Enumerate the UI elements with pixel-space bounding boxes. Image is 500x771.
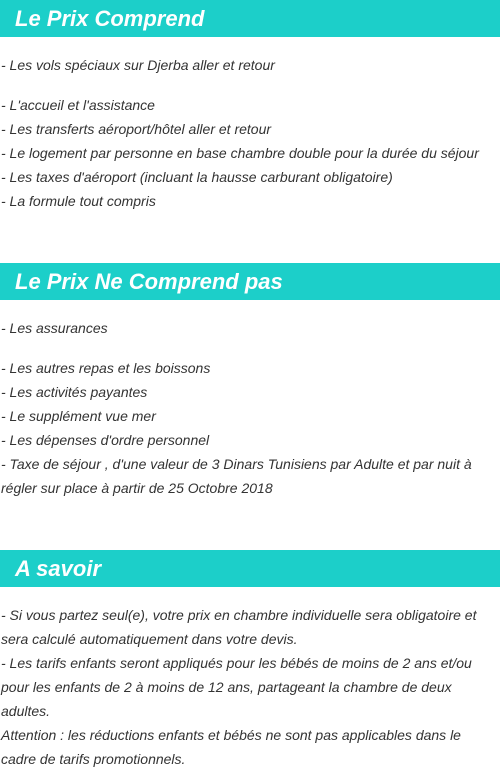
info-list: [0, 603, 500, 771]
section-prix-ne-comprend-pas: [0, 263, 500, 500]
list-item: - L'accueil et l'assistance: [1, 97, 155, 113]
section-a-savoir: [0, 550, 500, 771]
info-paragraph: - Les tarifs enfants seront appliqués pour les bébés de moins de 2 ans et/ou pour les enfants de 2 à moins de 12 ans, partageant la chambre de deux adultes.: [1, 655, 472, 719]
list-item: - Les assurances: [1, 320, 108, 336]
included-list: [0, 53, 500, 213]
list-item: - Les transferts aéroport/hôtel aller et retour: [1, 121, 272, 137]
info-paragraph: Attention : les réductions enfants et bébés ne sont pas applicables dans le cadre de tarifs promotionnels.: [1, 727, 461, 767]
info-paragraph: - Si vous partez seul(e), votre prix en chambre individuelle sera obligatoire et sera calculé automatiquement dans votre devis.: [1, 607, 477, 647]
list-item: - Les autres repas et les boissons: [1, 360, 211, 376]
list-item: - Le logement par personne en base chambre double pour la durée du séjour: [1, 145, 479, 161]
list-item: - La formule tout compris: [1, 193, 156, 209]
section-title-prix-ne-comprend-pas: Le Prix Ne Comprend pas: [0, 263, 500, 300]
excluded-list: [0, 316, 500, 500]
section-title-a-savoir: A savoir: [0, 550, 500, 587]
list-item: - Les dépenses d'ordre personnel: [1, 432, 210, 448]
list-item: - Les activités payantes: [1, 384, 148, 400]
section-prix-comprend: [0, 0, 500, 213]
list-item: - Taxe de séjour , d'une valeur de 3 Dinars Tunisiens par Adulte et par nuit à régler sur place à partir de 25 Octobre 2018: [1, 456, 472, 496]
section-title-prix-comprend: Le Prix Comprend: [0, 0, 500, 37]
list-item: - Le supplément vue mer: [1, 408, 156, 424]
list-item: - Les taxes d'aéroport (incluant la hausse carburant obligatoire): [1, 169, 393, 185]
list-item: - Les vols spéciaux sur Djerba aller et retour: [1, 57, 275, 73]
